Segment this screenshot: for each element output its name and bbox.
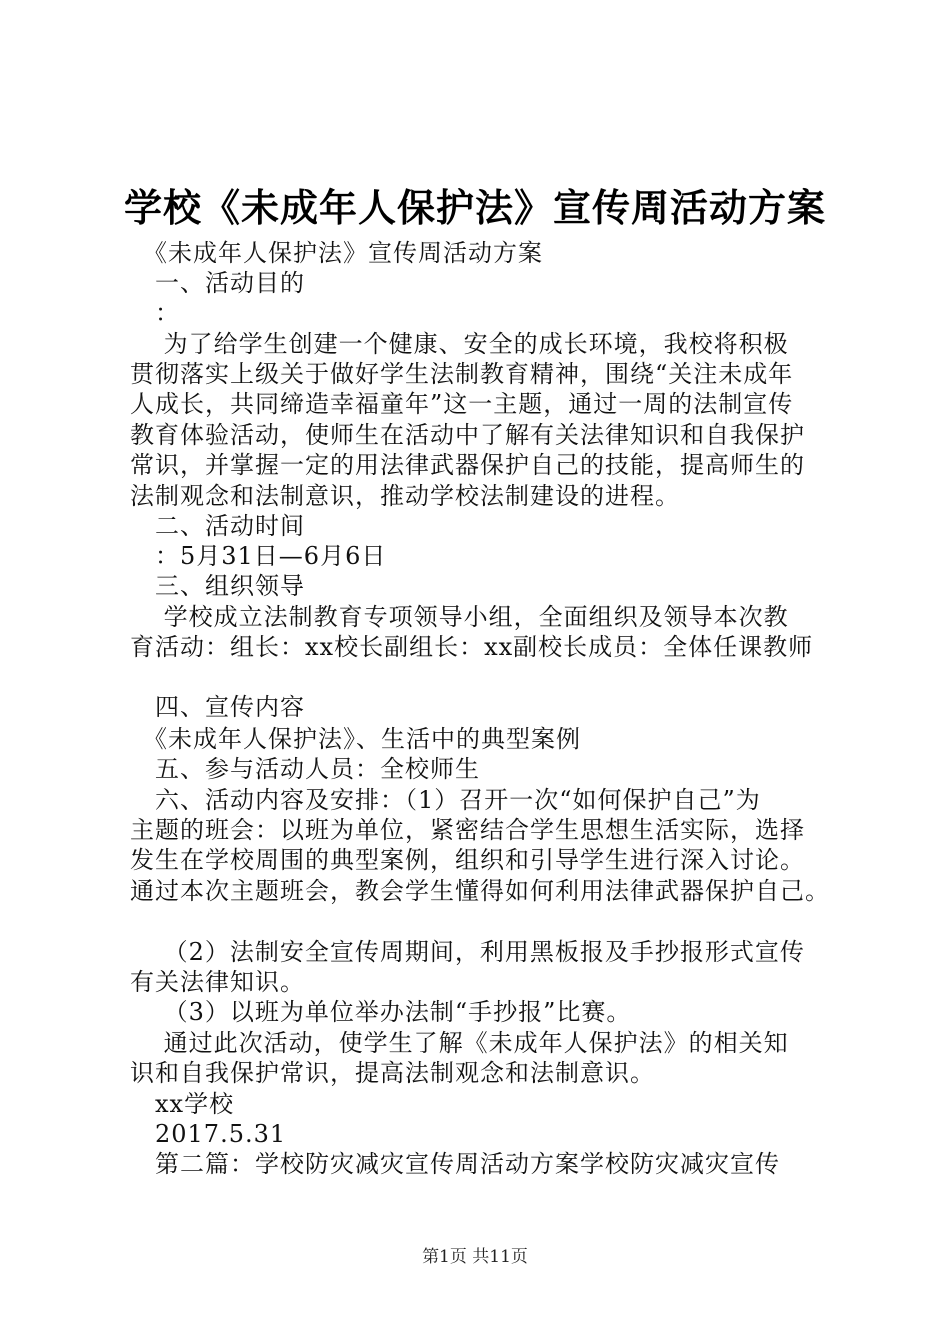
text-line: 法制观念和法制意识，推动学校法制建设的进程。: [130, 482, 680, 510]
text-line: 贯彻落实上级关于做好学生法制教育精神，围绕“关注未成年: [130, 360, 794, 388]
text-line: ：5月31日—6月6日: [130, 542, 387, 570]
text-line: 四、宣传内容: [130, 693, 305, 721]
text-line: 教育体验活动，使师生在活动中了解有关法律知识和自我保护: [130, 421, 805, 449]
text-line: 学校成立法制教育专项领导小组，全面组织及领导本次教: [130, 603, 789, 631]
text-line: ：: [130, 299, 180, 327]
text-line: （2）法制安全宣传周期间，利用黑板报及手抄报形式宣传: [130, 938, 805, 966]
text-line: 一、活动目的: [130, 269, 305, 297]
text-line: 有关法律知识。: [130, 968, 305, 996]
document-title: 学校《未成年人保护法》宣传周活动方案: [123, 185, 826, 230]
text-line: 2017.5.31: [130, 1120, 287, 1148]
text-line: 三、组织领导: [130, 572, 305, 600]
text-line: 主题的班会：以班为单位，紧密结合学生思想生活实际，选择: [130, 816, 805, 844]
text-line: 识和自我保护常识，提高法制观念和法制意识。: [130, 1059, 655, 1087]
text-line: 《未成年人保护法》、生活中的典型案例: [130, 725, 581, 753]
text-line: 为了给学生创建一个健康、安全的成长环境，我校将积极: [130, 330, 789, 358]
text-line: 《未成年人保护法》宣传周活动方案: [130, 239, 543, 267]
text-line: 人成长，共同缔造幸福童年”这一主题，通过一周的法制宣传: [130, 390, 794, 418]
text-line: 通过本次主题班会，教会学生懂得如何利用法律武器保护自己。: [130, 877, 830, 905]
text-line: 第二篇：学校防灾减灾宣传周活动方案学校防灾减灾宣传: [130, 1150, 780, 1178]
text-line: 发生在学校周围的典型案例，组织和引导学生进行深入讨论。: [130, 846, 805, 874]
text-line: 二、活动时间: [130, 512, 305, 540]
text-line: xx学校: [130, 1090, 235, 1118]
text-line: 育活动：组长：xx校长副组长：xx副校长成员：全体任课教师: [130, 633, 814, 661]
text-line: 常识，并掌握一定的用法律武器保护自己的技能，提高师生的: [130, 451, 805, 479]
page-footer: 第1页 共11页: [422, 1247, 528, 1267]
text-line: 通过此次活动，使学生了解《未成年人保护法》的相关知: [130, 1029, 789, 1057]
text-line: 五、参与活动人员：全校师生: [130, 755, 480, 783]
text-line: 六、活动内容及安排：（1）召开一次“如何保护自己”为: [130, 786, 761, 814]
text-line: （3）以班为单位举办法制“手抄报”比赛。: [130, 998, 632, 1026]
